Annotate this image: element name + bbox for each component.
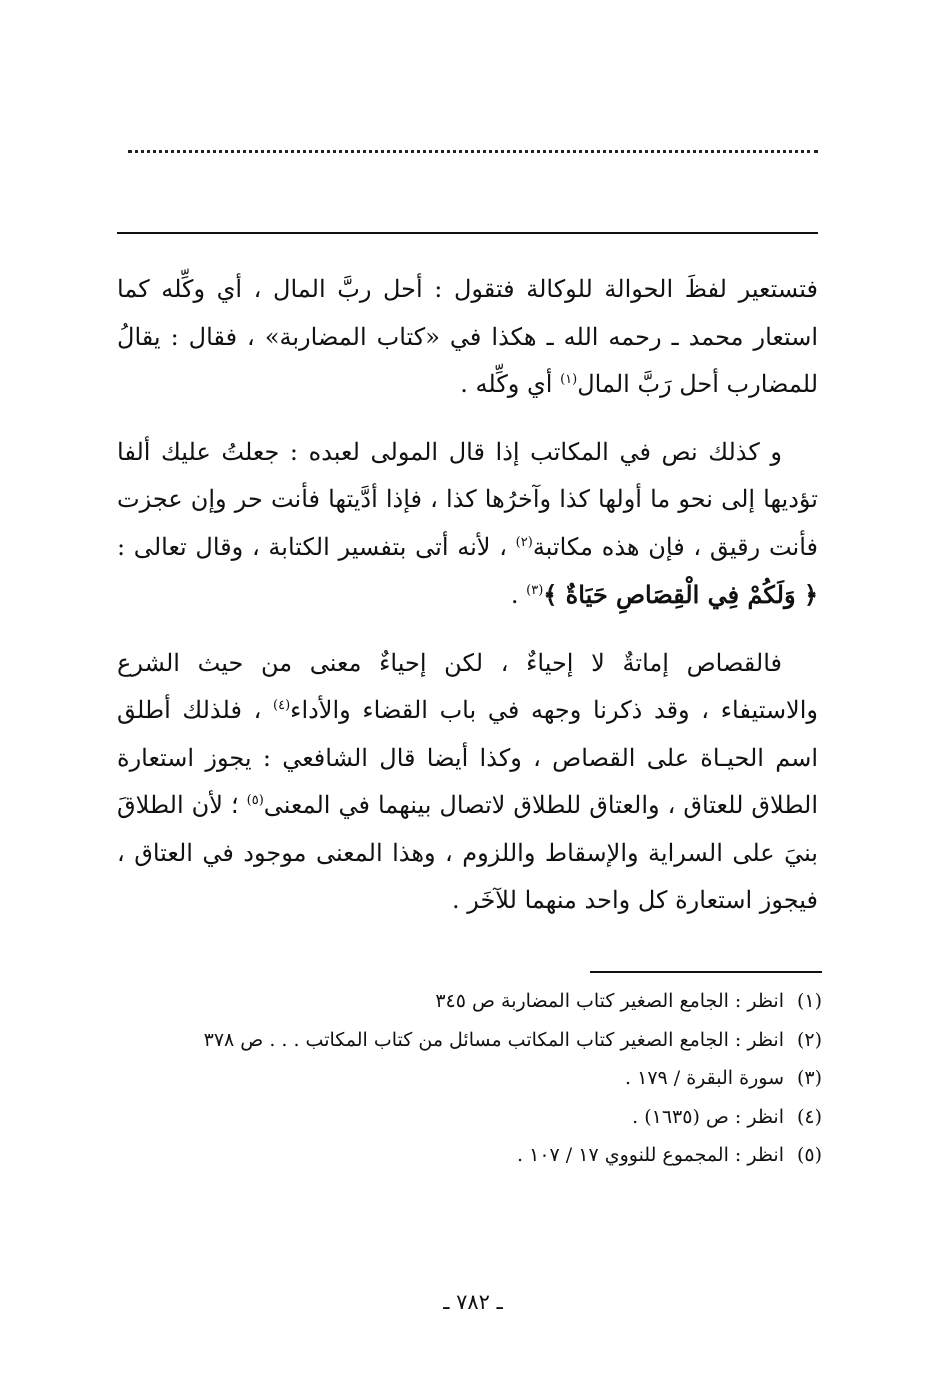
paragraph-2-tail: .	[510, 581, 527, 609]
footnote-text: سورة البقرة / ١٧٩ .	[625, 1067, 784, 1089]
paragraph-3	[117, 640, 818, 925]
footnote-text: انظر : الجامع الصغير كتاب المكاتب مسائل من كتاب المكاتب . . . ص ٣٧٨	[203, 1028, 784, 1051]
page-number: ـ ٧٨٢ ـ	[443, 1290, 503, 1314]
paragraph-3-part3: ؛ لأن الطلاقَ بنيَ على السراية والإسقاط واللزوم ، وهذا المعنى موجود في العتاق ، فيجوز استعارة كل واحد منهما للآخَر .	[117, 791, 818, 914]
footnote-number: (٥)	[796, 1144, 822, 1166]
paragraph-3-part2: ، فلذلك أطلق اسم الحيـاة على القصاص ، وكذا أيضا قال الشافعي : يجوز استعارة الطلاق للعتاق ، والعتاق للطلاق لاتصال بينهما في المعنى	[117, 696, 819, 819]
footnote-ref-1: (١)	[560, 372, 578, 387]
footnote-number: (١)	[796, 990, 822, 1012]
paragraph-1-text: فتستعير لفظَ الحوالة للوكالة فتقول : أحل ربَّ المال ، أي وكِّله كما استعار محمد ـ رحمه الله ـ هكذا في «كتاب المضاربة» ، فقال : يقالُ للمضارب أحل رَبَّ المال	[117, 275, 818, 398]
footnote-1	[117, 982, 822, 1021]
footnote-5	[117, 1136, 822, 1175]
header-rule	[117, 232, 818, 234]
paragraph-2	[117, 429, 818, 620]
paragraph-2-text: و كذلك نص في المكاتب إذا قال المولى لعبده : جعلتُ عليك ألفا تؤديها إلى نحو ما أولها كذا وآخرُها كذا ، فإذا أدَّيتها فأنت حر وإن عجزت فأنت رقيق ، فإن هذه مكاتبة	[117, 437, 818, 561]
footnote-text: انظر : المجموع للنووي ١٧ / ١٠٧ .	[517, 1144, 784, 1166]
footnote-number: (٢)	[796, 1028, 822, 1051]
footnotes-list	[117, 982, 822, 1175]
paragraph-3-part1: فالقصاص إماتةٌ لا إحياءٌ ، لكن إحياءٌ معنى من حيث الشرع والاستيفاء ، وقد ذكرنا وجهه في باب القضاء والأداء	[117, 648, 818, 724]
header-dotted-line	[128, 150, 818, 161]
footnote-ref-2: (٢)	[515, 534, 533, 550]
paragraph-2-mid: ، لأنه أتى بتفسير الكتابة ، وقال تعالى :	[117, 532, 516, 561]
paragraph-1	[117, 266, 818, 409]
footnote-ref-5: (٥)	[246, 793, 264, 808]
footnote-3	[117, 1059, 822, 1098]
footnote-2	[117, 1021, 822, 1060]
footnote-text: انظر : الجامع الصغير كتاب المضاربة ص ٣٤٥	[435, 990, 784, 1012]
main-text	[117, 266, 818, 925]
quran-verse: ﴿ وَلَكُمْ فِي الْقِصَاصِ حَيَاةٌ ﴾	[543, 580, 818, 609]
footnote-number: (٣)	[796, 1067, 822, 1089]
footnote-text: انظر : ص (١٦٣٥) .	[632, 1105, 784, 1128]
footnote-number: (٤)	[796, 1105, 822, 1128]
footnote-separator	[590, 971, 822, 973]
footnote-ref-3: (٣)	[526, 583, 544, 598]
footnote-4	[117, 1098, 822, 1137]
paragraph-1-tail: أي وكِّله .	[460, 370, 561, 398]
footnote-ref-4: (٤)	[273, 698, 291, 713]
